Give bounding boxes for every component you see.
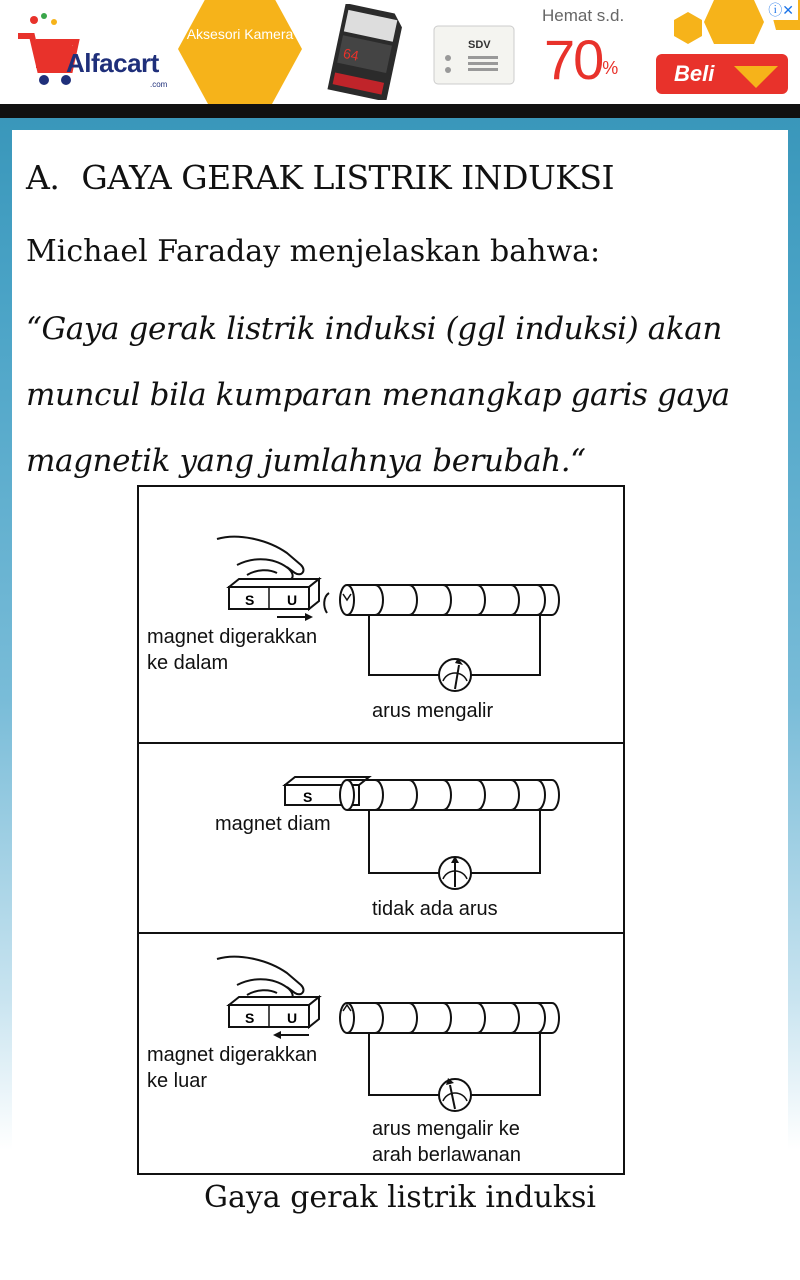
induction-diagram <box>137 485 625 1175</box>
brand-name: Alfacart <box>66 48 159 78</box>
bar-magnet-icon <box>285 777 369 805</box>
promo-discount <box>544 30 616 90</box>
meter-label: arah berlawanan <box>372 1144 521 1166</box>
section-heading <box>26 158 614 197</box>
meter-label: arus mengalir ke <box>372 1118 520 1140</box>
pole-label: U <box>287 1010 298 1026</box>
meter-label: tidak ada arus <box>372 898 498 920</box>
promo-value: 70 <box>544 28 603 91</box>
meter-label: arus mengalir <box>372 700 494 722</box>
faraday-quote <box>26 296 786 494</box>
buy-button[interactable]: Beli <box>656 54 788 94</box>
section-title: GAYA GERAK LISTRIK INDUKSI <box>81 158 615 197</box>
panel-label: ke dalam <box>147 652 229 674</box>
intro-text: Michael Faraday menjelaskan bahwa: <box>26 234 601 269</box>
figure-caption: Gaya gerak listrik induksi <box>203 1180 597 1215</box>
category-label: Aksesori Kamera <box>186 26 294 42</box>
sdcard-capacity: 64 <box>341 44 361 64</box>
chevron-down-icon <box>730 60 782 90</box>
quote-line: “Gaya gerak listrik induksi (ggl induksi) akan <box>26 311 722 347</box>
ad-choices-close-icon[interactable]: ⓘ✕ <box>764 0 798 20</box>
category-hexagon-shape <box>176 0 304 108</box>
pole-label: S <box>245 1010 255 1026</box>
sd-card-icon <box>322 4 406 100</box>
panel-label: magnet digerakkan <box>147 626 318 648</box>
promo-unit: % <box>602 58 617 78</box>
panel-label: magnet digerakkan <box>147 1044 318 1066</box>
battery-brand: SDV <box>468 39 491 51</box>
panel-label: magnet diam <box>215 813 331 835</box>
bar-magnet-icon <box>229 997 319 1027</box>
quote-line: magnetik yang jumlahnya berubah.“ <box>26 443 586 479</box>
article-card <box>12 130 788 1280</box>
pole-label: U <box>287 592 298 608</box>
ad-banner[interactable] <box>0 0 800 118</box>
brand-sub: .com <box>150 80 168 89</box>
promo-prefix: Hemat s.d. <box>542 6 625 25</box>
quote-line: muncul bila kumparan menangkap garis gaya <box>26 377 730 413</box>
panel-label: ke luar <box>147 1070 208 1092</box>
pole-label: S <box>245 592 255 608</box>
pole-label: S <box>303 789 313 805</box>
bar-magnet-icon <box>229 579 319 609</box>
battery-icon <box>428 18 520 90</box>
section-number: A. <box>26 158 60 197</box>
